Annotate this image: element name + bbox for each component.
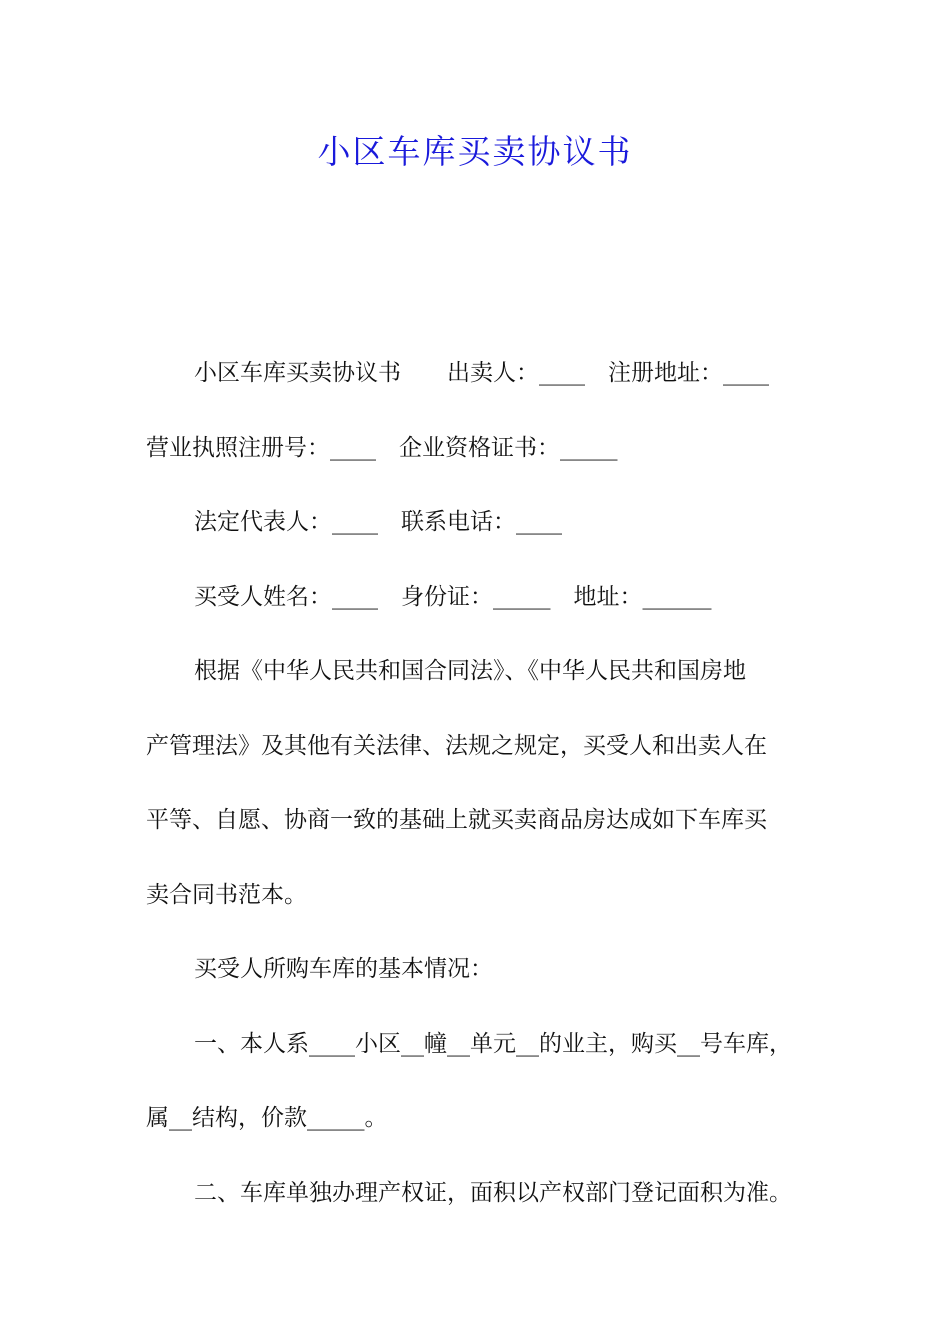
paragraph-line-basis-4: 卖合同书范本。 bbox=[146, 881, 307, 908]
document-body bbox=[146, 336, 816, 1230]
paragraph-line-basis-1: 根据《中华人民共和国合同法》、《中华人民共和国房地 bbox=[194, 658, 746, 684]
paragraph-line-clause-1a: 一、本人系____小区__幢__单元__的业主，购买__号车库， bbox=[194, 1030, 792, 1057]
paragraph-line-clause-1b: 属__结构，价款_____。 bbox=[146, 1105, 388, 1131]
paragraph-line-license: 营业执照注册号：____ 企业资格证书：_____ bbox=[146, 434, 618, 461]
paragraph-line-parties: 小区车库买卖协议书 出卖人：____ 注册地址：____ bbox=[194, 360, 769, 386]
paragraph-line-buyer: 买受人姓名：____ 身份证：_____ 地址：______ bbox=[194, 583, 712, 610]
paragraph-line-garage-info: 买受人所购车库的基本情况： bbox=[194, 956, 493, 982]
paragraph-line-clause-2: 二、车库单独办理产权证，面积以产权部门登记面积为准。 bbox=[194, 1179, 792, 1206]
paragraph-line-representative: 法定代表人：____ 联系电话：____ bbox=[194, 509, 562, 535]
document-title: 小区车库买卖协议书 bbox=[317, 132, 633, 171]
paragraph-line-basis-2: 产管理法》及其他有关法律、法规之规定，买受人和出卖人在 bbox=[146, 732, 767, 759]
paragraph-line-basis-3: 平等、自愿、协商一致的基础上就买卖商品房达成如下车库买 bbox=[146, 807, 767, 833]
